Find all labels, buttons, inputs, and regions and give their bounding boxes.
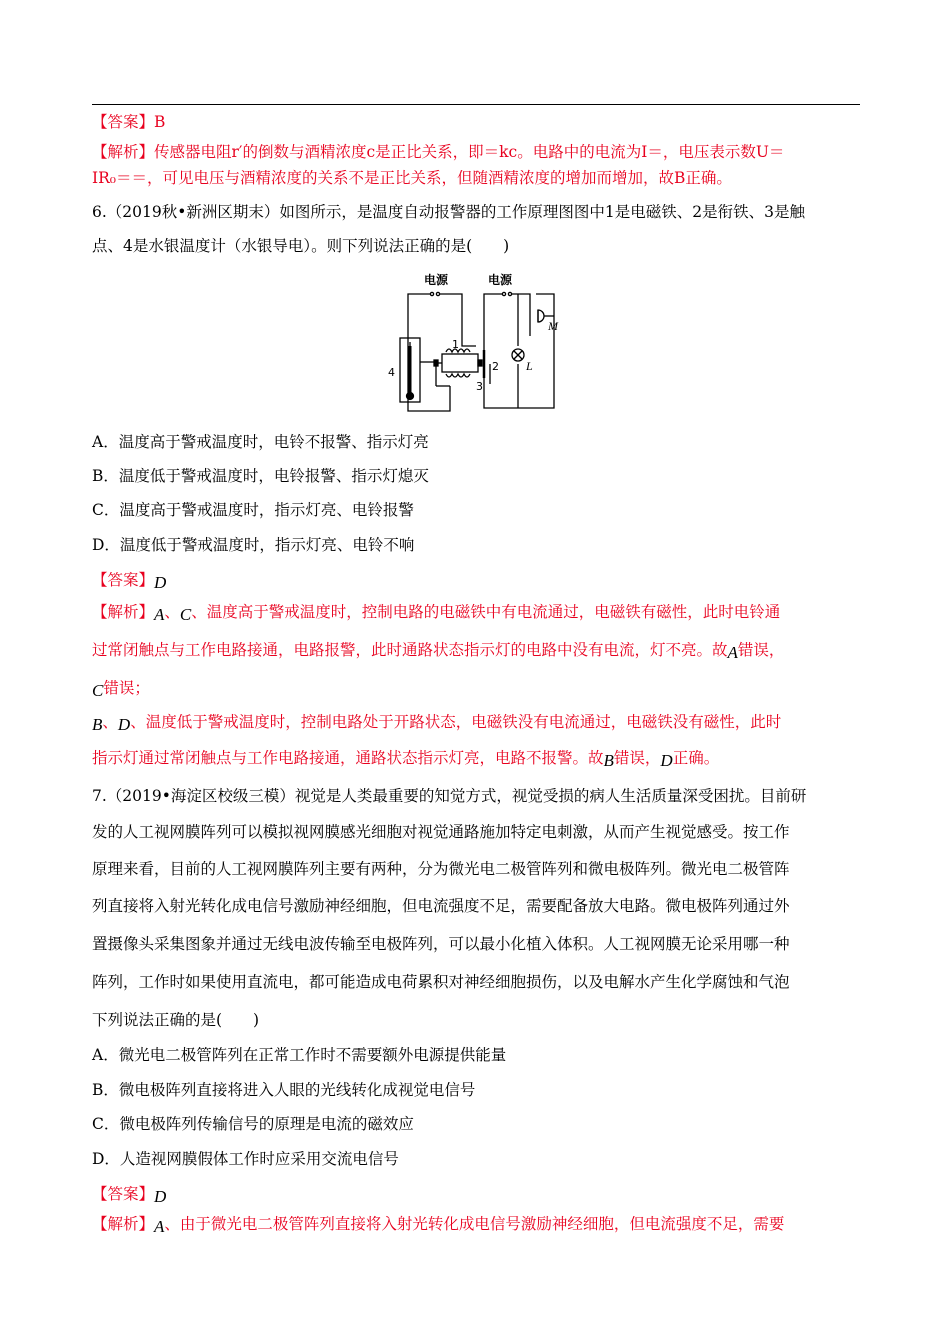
q5-analysis-line2: IR₀＝＝，可见电压与酒精浓度的关系不是正比关系，但随酒精浓度的增加而增加，故B正确。 xyxy=(92,169,732,187)
q7-option-b: B．微电极阵列直接将进入人眼的光线转化成视觉电信号 xyxy=(92,1081,476,1099)
answer-value: B xyxy=(154,113,166,131)
q6-option-c: C．温度高于警戒温度时，指示灯亮、电铃报警 xyxy=(92,501,414,519)
circuit-diagram xyxy=(378,266,578,416)
answer-tag: 【答案】 xyxy=(92,1185,155,1203)
q6-option-d: D．温度低于警戒温度时，指示灯亮、电铃不响 xyxy=(92,536,415,554)
q7-answer xyxy=(92,1184,166,1204)
answer-value: D xyxy=(154,1187,167,1206)
mercury-bulb xyxy=(407,393,414,400)
q6-option-a: A．温度高于警戒温度时，电铃不报警、指示灯亮 xyxy=(92,433,429,451)
analysis-text: 指示灯通过常闭触点与工作电路接通，通路状态指示灯亮，电路不报警。故 xyxy=(92,749,604,767)
label-3: 3 xyxy=(476,380,483,393)
q7-analysis-line1 xyxy=(92,1214,784,1234)
q7-stem-line7: 下列说法正确的是( ) xyxy=(92,1011,260,1029)
letter-d: D xyxy=(117,715,131,734)
label-power1: 电源 xyxy=(424,273,449,287)
q6-stem-line2: 点、4是水银温度计（水银导电）。则下列说法正确的是( ) xyxy=(92,237,510,255)
analysis-tag: 【解析】 xyxy=(92,143,155,161)
label-4: 4 xyxy=(388,366,395,379)
q6-analysis-line2 xyxy=(92,640,784,660)
q6-analysis-line5 xyxy=(92,748,719,768)
analysis-text: 错误， xyxy=(613,749,661,767)
header-rule xyxy=(92,104,860,105)
power2-terminal-left xyxy=(502,292,505,295)
q7-stem-line1: 7.（2019•海淀区校级三模）视觉是人类最重要的知觉方式，视觉受损的病人生活质量深受困扰。目前研 xyxy=(92,787,807,805)
power1-terminal-left xyxy=(430,292,433,295)
letter-d: D xyxy=(660,751,673,770)
label-2: 2 xyxy=(492,360,499,373)
power2-terminal-right xyxy=(508,292,511,295)
analysis-text: 、由于微光电二极管阵列直接将入射光转化成电信号激励神经细胞，但电流强度不足，需要 xyxy=(164,1215,785,1233)
coil-bottom xyxy=(446,374,470,377)
work-wire-bottom xyxy=(484,294,554,408)
q5-answer xyxy=(92,112,165,132)
electromagnet-core xyxy=(442,354,478,372)
bell-M xyxy=(538,310,544,322)
answer-tag: 【答案】 xyxy=(92,571,155,589)
letter-c: C xyxy=(92,681,104,700)
power1-terminal-right xyxy=(436,292,439,295)
analysis-text: 错误； xyxy=(103,679,150,697)
q6-analysis-line1 xyxy=(92,602,780,622)
sep: 、 xyxy=(164,603,180,621)
q7-stem-line4: 列直接将入射光转化成电信号激励神经细胞，但电流强度不足，需要配备放大电路。微电极阵列通过外 xyxy=(92,897,790,915)
analysis-text: 、温度高于警戒温度时，控制电路的电磁铁中有电流通过，电磁铁有磁性，此时电铃通 xyxy=(191,603,781,621)
letter-a: A xyxy=(154,605,165,624)
analysis-text: 过常闭触点与工作电路接通，电路报警，此时通路状态指示灯的电路中没有电流，灯不亮。故 xyxy=(92,641,728,659)
label-1: 1 xyxy=(452,338,459,351)
analysis-text: 、温度低于警戒温度时，控制电路处于开路状态，电磁铁没有电流通过，电磁铁没有磁性，此时 xyxy=(130,713,782,731)
q6-stem-line1: 6.（2019秋•新洲区期末）如图所示，是温度自动报警器的工作原理图图中1是电磁铁、2是衔铁、3是触 xyxy=(92,203,805,221)
label-L: L xyxy=(526,359,533,373)
q6-analysis-line4 xyxy=(92,712,781,732)
answer-tag: 【答案】 xyxy=(92,113,155,131)
label-M: M xyxy=(548,319,558,333)
q7-stem-line6: 阵列，工作时如果使用直流电，都可能造成电荷累积对神经细胞损伤，以及电解水产生化学腐蚀和气泡 xyxy=(92,973,790,991)
analysis-text: 正确。 xyxy=(672,749,720,767)
control-wire-left xyxy=(408,294,450,411)
q6-analysis-line3 xyxy=(92,678,150,698)
analysis-tag: 【解析】 xyxy=(92,603,155,621)
work-wire-left xyxy=(484,294,504,350)
q7-option-a: A．微光电二极管阵列在正常工作时不需要额外电源提供能量 xyxy=(92,1046,507,1064)
q5-analysis-line1 xyxy=(92,142,784,162)
q7-stem-line5: 置摄像头采集图象并通过无线电波传输至电极阵列，可以最小化植入体积。人工视网膜无论采用哪一种 xyxy=(92,935,790,953)
analysis-text: 传感器电阻r′的倒数与酒精浓度c是正比关系，即＝kc。电路中的电流为I＝，电压表示数U＝ xyxy=(154,143,785,161)
q7-stem-line3: 原理来看，目前的人工视网膜阵列主要有两种，分为微光电二极管阵列和微电极阵列。微光电二极管阵 xyxy=(92,860,790,878)
q7-option-d: D．人造视网膜假体工作时应采用交流电信号 xyxy=(92,1150,399,1168)
q7-stem-line2: 发的人工视网膜阵列可以模拟视网膜感光细胞对视觉通路施加特定电刺激，从而产生视觉感受。按工作 xyxy=(92,823,790,841)
sep: 、 xyxy=(102,713,118,731)
letter-a: A xyxy=(154,1217,165,1236)
answer-value: D xyxy=(154,573,167,592)
label-power2: 电源 xyxy=(488,273,513,287)
q6-option-b: B．温度低于警戒温度时，电铃报警、指示灯熄灭 xyxy=(92,467,429,485)
q6-answer xyxy=(92,570,166,590)
letter-b: B xyxy=(603,751,614,770)
q7-option-c: C．微电极阵列传输信号的原理是电流的磁效应 xyxy=(92,1115,414,1133)
letter-a: A xyxy=(727,643,738,662)
work-wire-top xyxy=(510,294,530,336)
analysis-tag: 【解析】 xyxy=(92,1215,155,1233)
analysis-text: 错误， xyxy=(737,641,785,659)
letter-b: B xyxy=(92,715,103,734)
letter-c: C xyxy=(179,605,192,624)
